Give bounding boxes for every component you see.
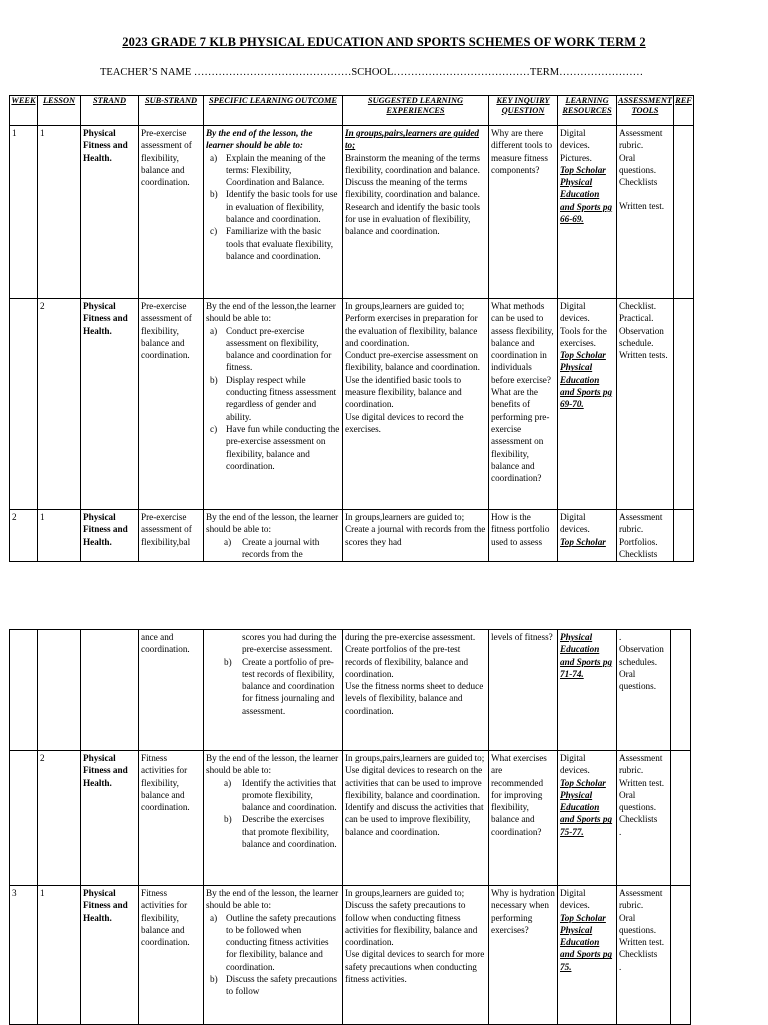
outcome-item: [206, 374, 340, 423]
assessment-item: Checklists: [619, 548, 658, 559]
cell-week: 3: [10, 886, 38, 1025]
cell-experiences: [343, 886, 489, 1025]
cell-strand: Physical Fitness and Health.: [81, 299, 139, 510]
header-experiences: SUGGESTED LEARNING EXPERIENCES: [343, 96, 489, 126]
assessment-item: Practical.: [619, 313, 654, 324]
cell-outcome: [204, 751, 343, 886]
outcome-item: [206, 152, 340, 189]
outcome-list: [206, 325, 340, 473]
outcome-lead: By the end of the lesson, the learner should be able to:: [206, 888, 339, 911]
resource-item: Digital devices.: [560, 512, 590, 535]
header-question: KEY INQUIRY QUESTION: [489, 96, 558, 126]
cell-assessment: [617, 126, 674, 299]
outcome-text: Identify the activities that promote flexibility, balance and coordination.: [242, 777, 337, 813]
cell-sub-strand: Fitness activities for flexibility, balance and coordination.: [139, 751, 204, 886]
resource-item: Pictures.: [560, 152, 592, 163]
cell-experiences: [343, 630, 489, 751]
resource-book-ref: Top Scholar Physical Education and Sports pg 69-70.: [560, 350, 613, 410]
header-lesson: LESSON: [38, 96, 81, 126]
assessment-item: Assessment rubric.: [619, 128, 663, 151]
outcome-text: Describe the exercises that promote flexibility, balance and coordination.: [242, 814, 337, 850]
outcome-list: [206, 777, 340, 851]
header-outcome: SPECIFIC LEARNING OUTCOME: [204, 96, 343, 126]
cell-outcome: [204, 630, 343, 751]
experiences-lead: In groups,learners are guided to;: [345, 512, 465, 522]
cell-sub-strand: ance and coordination.: [139, 630, 204, 751]
experience-item: Use digital devices to record the exercises.: [345, 411, 464, 434]
assessment-item: Observation schedule.: [619, 325, 664, 348]
table-row: [10, 510, 694, 562]
outcome-marker: b): [210, 374, 218, 385]
cell-outcome: [204, 126, 343, 299]
outcome-marker: a): [210, 152, 218, 163]
outcome-marker: b): [210, 974, 218, 985]
outcome-item: [206, 777, 340, 814]
outcome-text: Have fun while conducting the pre-exercise assessment on flexibility, balance and coordination.: [226, 423, 340, 471]
assessment-item: .: [619, 632, 622, 642]
experience-item: Brainstorm the meaning of the terms flexibility, coordination and balance.: [345, 152, 480, 175]
cell-assessment: [617, 510, 674, 562]
cell-lesson: 1: [38, 126, 81, 299]
table-row: [10, 299, 694, 510]
experience-item: Research and identify the basic tools for use in evaluation of flexibility, balance and coordination.: [345, 201, 480, 237]
header-ref: REF: [674, 96, 694, 126]
outcome-item: [206, 631, 340, 656]
cell-assessment: [617, 299, 674, 510]
cell-question: How is the fitness portfolio used to assess: [489, 510, 558, 562]
experience-item: Create a journal with records from the scores they had: [345, 524, 486, 547]
outcome-marker: b): [224, 814, 232, 825]
cell-strand: Physical Fitness and Health.: [81, 126, 139, 299]
assessment-item: Written test.: [619, 937, 665, 948]
cell-lesson: [38, 630, 81, 751]
cell-resources: [558, 126, 617, 299]
outcome-lead: By the end of the lesson, the learner should be able to:: [206, 512, 339, 535]
experiences-lead: In groups,learners are guided to;: [345, 301, 465, 311]
cell-assessment: [617, 751, 671, 886]
resource-book-ref: Top Scholar Physical Education and Sports pg 75.: [560, 912, 613, 972]
cell-experiences: [343, 299, 489, 510]
cell-strand: Physical Fitness and Health.: [81, 751, 139, 886]
experience-item: Use the fitness norms sheet to deduce levels of flexibility, balance and coordination.: [345, 681, 484, 716]
resource-item: Digital devices.: [560, 753, 590, 776]
assessment-item: Checklists: [619, 814, 658, 825]
cell-resources: [558, 886, 617, 1025]
outcome-text: Familiarize with the basic tools that evaluate flexibility, balance and coordination.: [226, 226, 334, 261]
header-strand: STRAND: [81, 96, 139, 126]
experience-item: Identify and discuss the activities that can be used to improve flexibility, balance and coordination.: [345, 802, 484, 837]
cell-strand: [81, 630, 139, 751]
header-assessment: ASSESSMENT TOOLS: [617, 96, 674, 126]
outcome-list: [206, 631, 340, 717]
cell-question: What methods can be used to assess flexibility, balance and coordination in individuals before exercise? What are the benefits of performing pre-exercise assessment on flexibility, balance and coordination?: [489, 299, 558, 510]
experience-item: Conduct pre-exercise assessment on flexibility, balance and coordination.: [345, 350, 480, 373]
cell-outcome: [204, 299, 343, 510]
cell-experiences: [343, 510, 489, 562]
assessment-item: Assessment rubric.: [619, 753, 663, 776]
scheme-table-page-1: [9, 95, 694, 562]
cell-assessment: [617, 630, 671, 751]
assessment-item: Oral questions.: [619, 152, 657, 175]
outcome-marker: a): [210, 325, 218, 336]
cell-week: [10, 751, 38, 886]
resource-item: Tools for the exercises.: [560, 325, 607, 348]
table-row: [10, 886, 691, 1025]
cell-question: levels of fitness?: [489, 630, 558, 751]
experiences-lead: In groups,pairs,learners are guided to;: [345, 753, 485, 763]
experience-item: Discuss the safety precautions to follow when conducting fitness activities for flexibility, balance and coordination.: [345, 900, 478, 948]
experience-item: Create portfolios of the pre-test records of flexibility, balance and coordination.: [345, 644, 469, 679]
cell-outcome: [204, 886, 343, 1025]
outcome-text: Outline the safety precautions to be followed when conducting fitness activities for flexibility, balance and coordination.: [226, 912, 336, 972]
outcome-item: [206, 225, 340, 262]
outcome-lead: By the end of the lesson,the learner should be able to:: [206, 301, 336, 324]
cell-week: 1: [10, 126, 38, 299]
resource-item: Digital devices.: [560, 128, 590, 151]
outcome-marker: c): [210, 226, 218, 237]
assessment-item: Oral questions.: [619, 789, 657, 813]
experience-item: Use the identified basic tools to measure flexibility, balance and coordination.: [345, 374, 462, 410]
table-row: [10, 126, 694, 299]
outcome-item: [206, 813, 340, 850]
outcome-item: [206, 423, 340, 472]
experience-item: during the pre-exercise assessment.: [345, 632, 476, 642]
header-row: [10, 96, 694, 126]
header-resources: LEARNING RESOURCES: [558, 96, 617, 126]
assessment-item: Portfolios.: [619, 536, 658, 547]
outcome-item: [206, 912, 340, 973]
outcome-marker: a): [224, 777, 232, 788]
cell-ref: [674, 299, 694, 510]
experience-item: Discuss the meaning of the terms flexibility, coordination and balance.: [345, 177, 480, 200]
experiences-lead: In groups,learners are guided to;: [345, 888, 465, 898]
cell-week: 2: [10, 510, 38, 562]
outcome-marker: c): [210, 423, 218, 434]
cell-resources: [558, 630, 617, 751]
resource-book-ref: Top Scholar: [560, 536, 606, 547]
table-row: [10, 751, 691, 886]
cell-lesson: 1: [38, 510, 81, 562]
resource-book-ref: Top Scholar Physical Education and Sports pg 66-69.: [560, 164, 613, 225]
assessment-item: Written test.: [619, 201, 665, 212]
assessment-item: Checklists: [619, 949, 658, 960]
cell-ref: [671, 751, 691, 886]
outcome-marker: a): [224, 536, 232, 547]
cell-question: Why are there different tools to measure fitness components?: [489, 126, 558, 299]
assessment-item: Oral questions.: [619, 668, 657, 692]
cell-experiences: [343, 751, 489, 886]
cell-sub-strand: Pre-exercise assessment of flexibility, balance and coordination.: [139, 299, 204, 510]
outcome-item: [206, 536, 340, 561]
outcome-text: Display respect while conducting fitness assessment regardless of gender and ability.: [226, 374, 337, 422]
assessment-item: Assessment rubric.: [619, 512, 663, 535]
resource-item: Digital devices.: [560, 888, 590, 911]
cell-ref: [671, 630, 691, 751]
cell-question: What exercises are recommended for improving flexibility, balance and coordination?: [489, 751, 558, 886]
outcome-marker: b): [224, 656, 232, 667]
experience-item: Use digital devices to search for more safety precautions when conducting fitness activities.: [345, 949, 485, 985]
scheme-table-page-2: [9, 629, 691, 1025]
cell-resources: [558, 299, 617, 510]
header-week: WEEK: [10, 96, 38, 126]
experience-item: Use digital devices to research on the activities that can be used to improve flexibility, balance and coordination.: [345, 765, 483, 800]
outcome-item: [206, 325, 340, 374]
outcome-marker: a): [210, 912, 218, 923]
cell-resources: [558, 510, 617, 562]
cell-ref: [674, 510, 694, 562]
outcome-item: [206, 188, 340, 225]
assessment-item: Checklist.: [619, 301, 657, 311]
cell-resources: [558, 751, 617, 886]
outcome-list: [206, 912, 340, 998]
assessment-item: .: [619, 826, 622, 837]
outcome-lead: By the end of the lesson, the learner should be able to:: [206, 128, 313, 151]
outcome-item: [206, 656, 340, 717]
resource-book-ref: Top Scholar Physical Education and Sports pg 75-77.: [560, 777, 613, 837]
outcome-text: Identify the basic tools for use in evaluation of flexibility, balance and coordination.: [226, 189, 338, 225]
outcome-text: Explain the meaning of the terms: Flexibility, Coordination and Balance.: [226, 152, 326, 188]
cell-assessment: [617, 886, 671, 1025]
experiences-lead: In groups,pairs,learners are guided to;: [345, 128, 480, 151]
cell-week: [10, 630, 38, 751]
cell-lesson: 1: [38, 886, 81, 1025]
table-row: [10, 630, 691, 751]
outcome-item: [206, 973, 340, 998]
outcome-text: Discuss the safety precautions to follow: [226, 974, 337, 997]
outcome-text: scores you had during the pre-exercise assessment.: [242, 632, 337, 655]
header-sub-strand: SUB-STRAND: [139, 96, 204, 126]
cell-sub-strand: Pre-exercise assessment of flexibility,bal: [139, 510, 204, 562]
assessment-item: Observation schedules.: [619, 644, 664, 667]
cell-week: [10, 299, 38, 510]
cell-experiences: [343, 126, 489, 299]
assessment-item: Written test.: [619, 777, 665, 788]
experience-item: Perform exercises in preparation for the evaluation of flexibility, balance and coordination.: [345, 313, 478, 348]
outcome-text: Create a journal with records from the: [242, 536, 320, 559]
assessment-item: Written tests.: [619, 350, 668, 361]
document-title: 2023 GRADE 7 KLB PHYSICAL EDUCATION AND SPORTS SCHEMES OF WORK TERM 2: [122, 35, 646, 49]
assessment-item: .: [619, 961, 622, 972]
cell-strand: Physical Fitness and Health.: [81, 510, 139, 562]
outcome-text: Conduct pre-exercise assessment on flexibility, balance and coordination for fitness.: [226, 325, 332, 373]
outcome-text: Create a portfolio of pre-test records of flexibility, balance and coordination for fitness journaling and assessment.: [242, 656, 335, 716]
cell-ref: [674, 126, 694, 299]
teacher-school-term-line: TEACHER’S NAME ………………………………………SCHOOL…………………………………TERM……………………: [100, 67, 644, 78]
cell-strand: Physical Fitness and Health.: [81, 886, 139, 1025]
cell-ref: [671, 886, 691, 1025]
outcome-lead: By the end of the lesson, the learner should be able to:: [206, 753, 339, 776]
cell-sub-strand: Fitness activities for flexibility, balance and coordination.: [139, 886, 204, 1025]
resource-item: Digital devices.: [560, 301, 590, 324]
outcome-list: [206, 536, 340, 561]
cell-lesson: 2: [38, 751, 81, 886]
resource-book-ref: Physical Education and Sports pg 71-74.: [560, 632, 613, 679]
cell-question: Why is hydration necessary when performing exercises?: [489, 886, 558, 1025]
assessment-item: Checklists: [619, 177, 658, 188]
outcome-list: [206, 152, 340, 263]
cell-outcome: [204, 510, 343, 562]
assessment-item: Oral questions.: [619, 912, 657, 935]
cell-lesson: 2: [38, 299, 81, 510]
cell-sub-strand: Pre-exercise assessment of flexibility, balance and coordination.: [139, 126, 204, 299]
outcome-marker: b): [210, 189, 218, 200]
assessment-item: Assessment rubric.: [619, 888, 663, 911]
